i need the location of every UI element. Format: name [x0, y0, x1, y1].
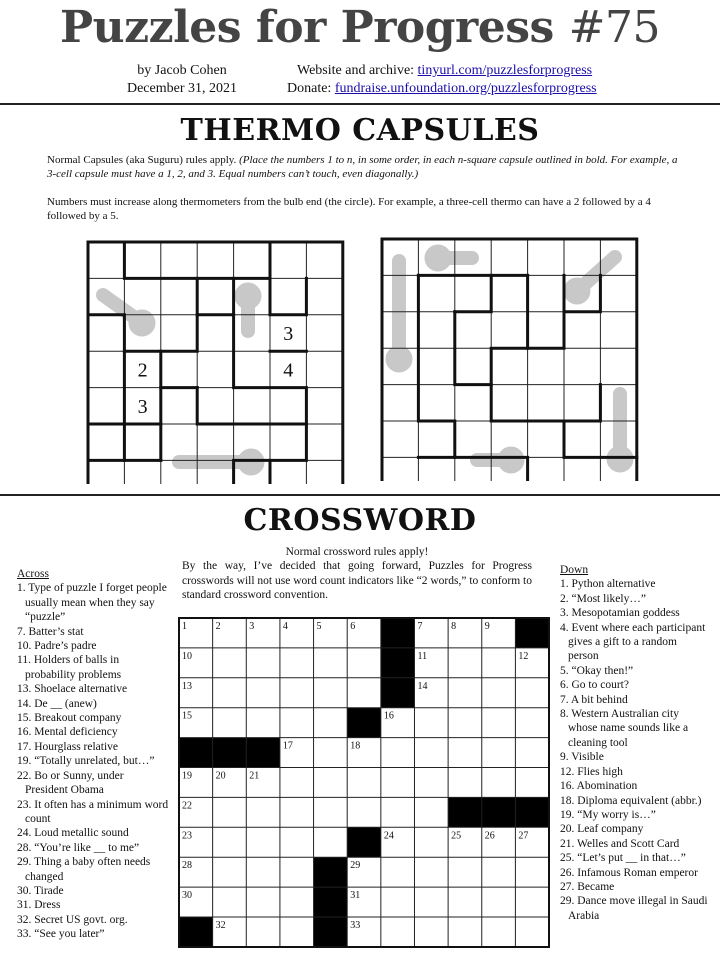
- crossword-title: CROSSWORD: [243, 503, 477, 538]
- black-cell: [314, 917, 348, 947]
- capsule-border: [270, 278, 306, 314]
- cell-number: 17: [282, 740, 293, 752]
- website-link[interactable]: tinyurl.com/puzzlesforprogress: [417, 63, 593, 78]
- clue: 19. “My worry is…”: [560, 808, 656, 821]
- clue: 19. “Totally unrelated, but…”: [17, 755, 155, 768]
- clue: 4. Event where each participant gives a gift to a random person: [560, 621, 706, 663]
- given-number: 2: [137, 359, 148, 382]
- given-number: 3: [283, 323, 294, 345]
- clue: 16. Abomination: [560, 780, 638, 793]
- clue: 13. Shoelace alternative: [17, 683, 128, 696]
- cell-number: 33: [350, 920, 361, 931]
- cell-number: 20: [215, 770, 226, 782]
- donate-link[interactable]: fundraise.unfoundation.org/puzzlesforprogress: [334, 81, 597, 96]
- donate-label: Donate:: [287, 81, 332, 96]
- clue: 8. Western Australian city whose name sounds like a cleaning tool: [560, 708, 689, 749]
- issue-number: #75: [568, 2, 660, 53]
- clue: 25. “Let’s put __ in that…”: [560, 852, 686, 865]
- black-cell: [246, 738, 280, 768]
- cell-number: 28: [182, 860, 192, 872]
- clue: 3. Mesopotamian goddess: [560, 607, 680, 620]
- black-cell: [347, 708, 381, 738]
- cell-number: 30: [182, 890, 192, 902]
- cell-number: 7: [417, 621, 423, 632]
- cell-number: 4: [282, 621, 288, 632]
- black-cell: [381, 678, 415, 708]
- date: December 31, 2021: [126, 81, 238, 96]
- clue: 33. “See you later”: [17, 928, 105, 941]
- clue: 27. Became: [560, 880, 615, 893]
- clue: 10. Padre’s padre: [17, 640, 97, 653]
- website-label: Website and archive:: [297, 63, 415, 78]
- cell-number: 1: [182, 621, 187, 632]
- thermo-bulb: [129, 310, 155, 336]
- thermo-rules: [47, 153, 679, 223]
- cell-number: 29: [350, 860, 361, 872]
- clue: 7. Batter’s stat: [17, 625, 84, 638]
- clue: 22. Bo or Sunny, under President Obama: [17, 769, 124, 797]
- thermo-bulb: [498, 447, 524, 473]
- clue: 21. Welles and Scott Card: [560, 837, 680, 850]
- author: by Jacob Cohen: [137, 63, 227, 78]
- clue: 24. Loud metallic sound: [17, 827, 129, 840]
- cell-number: 19: [182, 770, 192, 782]
- clue: 12. Flies high: [560, 765, 623, 778]
- cell-number: 12: [518, 650, 529, 662]
- clue: 5. “Okay then!”: [560, 664, 634, 677]
- clue: 1. Type of puzzle I forget people usually mean when they say “puzzle”: [17, 582, 167, 624]
- capsule-border: [197, 278, 233, 314]
- cell-number: 16: [383, 710, 394, 722]
- thermo-bulb: [607, 446, 633, 472]
- black-cell: [314, 857, 348, 887]
- cell-number: 15: [182, 710, 192, 722]
- links: [287, 62, 597, 98]
- down-clues: [560, 563, 710, 923]
- cell-number: 10: [182, 650, 192, 662]
- given-number: 4: [283, 359, 294, 382]
- cell-number: 27: [518, 830, 529, 842]
- cell-number: 5: [316, 621, 322, 632]
- divider: [0, 103, 720, 105]
- black-cell: [482, 797, 516, 827]
- down-heading: Down: [560, 564, 589, 576]
- cell-number: 11: [417, 650, 428, 662]
- thermo-grid-1: [86, 240, 346, 484]
- clue: 29. Dance move illegal in Saudi Arabia: [560, 895, 708, 922]
- cell-number: 23: [182, 830, 192, 842]
- cell-number: 21: [249, 770, 260, 782]
- clue: 15. Breakout company: [17, 712, 122, 725]
- cell-number: 6: [350, 621, 356, 632]
- clue: 30. Tirade: [17, 884, 64, 897]
- across-heading: Across: [17, 568, 49, 580]
- black-cell: [179, 738, 213, 768]
- cell-number: 18: [350, 740, 361, 752]
- thermo-rules-2: Numbers must increase along thermometers from the bulb end (the circle). For example, a three-cell thermo can have a 2 followed by a 4 followed by a 5.: [47, 196, 651, 222]
- across-clues: [17, 567, 169, 942]
- byline: [122, 62, 242, 98]
- black-cell: [179, 917, 213, 947]
- clue: 26. Infamous Roman emperor: [560, 866, 698, 879]
- given-number: 3: [137, 395, 148, 418]
- cell-number: 3: [249, 621, 255, 632]
- clue: 14. De __ (anew): [17, 697, 97, 710]
- black-cell: [314, 887, 348, 917]
- black-cell: [515, 618, 549, 648]
- cell-number: 13: [182, 680, 192, 692]
- black-cell: [381, 618, 415, 648]
- black-cell: [448, 797, 482, 827]
- thermo-bulb: [386, 346, 412, 372]
- divider: [0, 494, 720, 496]
- cell-number: 22: [182, 800, 192, 812]
- thermo-grid-2: [380, 237, 640, 481]
- cell-number: 25: [451, 830, 462, 842]
- crossword-grid: [178, 617, 550, 948]
- clue: 6. Go to court?: [560, 679, 629, 692]
- capsule-border: [491, 385, 600, 421]
- thermo-title: THERMO CAPSULES: [180, 113, 540, 148]
- cell-number: 32: [215, 920, 226, 931]
- crossword-intro: [182, 545, 532, 603]
- thermo-bulb: [425, 245, 451, 271]
- cell-number: 14: [417, 680, 428, 692]
- page-title: Puzzles for Progress #75: [60, 2, 660, 53]
- cell-number: 9: [484, 621, 490, 632]
- crossword-intro-rest: By the way, I’ve decided that going forward, Puzzles for Progress crosswords will not use word count indicators like “2 words,” to conform to standard crossword convention.: [182, 560, 532, 602]
- clue: 29. Thing a baby often needs changed: [17, 856, 151, 883]
- thermo-bulb: [564, 278, 590, 304]
- thermo-bulb: [235, 283, 261, 309]
- cell-number: 24: [383, 830, 394, 842]
- clue: 31. Dress: [17, 899, 61, 912]
- clue: 2. “Most likely…”: [560, 592, 646, 605]
- black-cell: [381, 648, 415, 678]
- clue: 28. “You’re like __ to me”: [17, 841, 140, 854]
- crossword-border: [179, 618, 549, 947]
- clue: 9. Visible: [560, 751, 604, 764]
- black-cell: [213, 738, 247, 768]
- clue: 32. Secret US govt. org.: [17, 913, 128, 926]
- capsule-border: [418, 275, 454, 457]
- black-cell: [347, 827, 381, 857]
- cell-number: 26: [484, 830, 495, 842]
- clue: 1. Python alternative: [560, 578, 656, 591]
- crossword-intro-line1: Normal crossword rules apply!: [285, 546, 429, 558]
- capsule-border: [88, 424, 161, 460]
- clue: 11. Holders of balls in probability problems: [17, 654, 122, 681]
- thermo-bulb: [238, 449, 264, 475]
- clue: 23. It often has a minimum word count: [17, 798, 169, 825]
- cell-number: 2: [215, 621, 221, 632]
- black-cell: [515, 797, 549, 827]
- cell-number: 31: [350, 890, 361, 902]
- thermo-rules-1: Normal Capsules (aka Suguru) rules apply. (Place the numbers 1 to n, in some order, in each n-square capsule outlined in bold. For example, a 3-cell capsule must have a 1, 2, and 3. Equal numbers can’t touch, even diagonally.): [47, 154, 678, 180]
- clue: 7. A bit behind: [560, 693, 628, 706]
- clue: 16. Mental deficiency: [17, 726, 118, 739]
- cell-number: 8: [451, 621, 457, 632]
- clue: 20. Leaf company: [560, 823, 644, 836]
- clue: 17. Hourglass relative: [17, 740, 119, 753]
- clue: 18. Diploma equivalent (abbr.): [560, 794, 702, 807]
